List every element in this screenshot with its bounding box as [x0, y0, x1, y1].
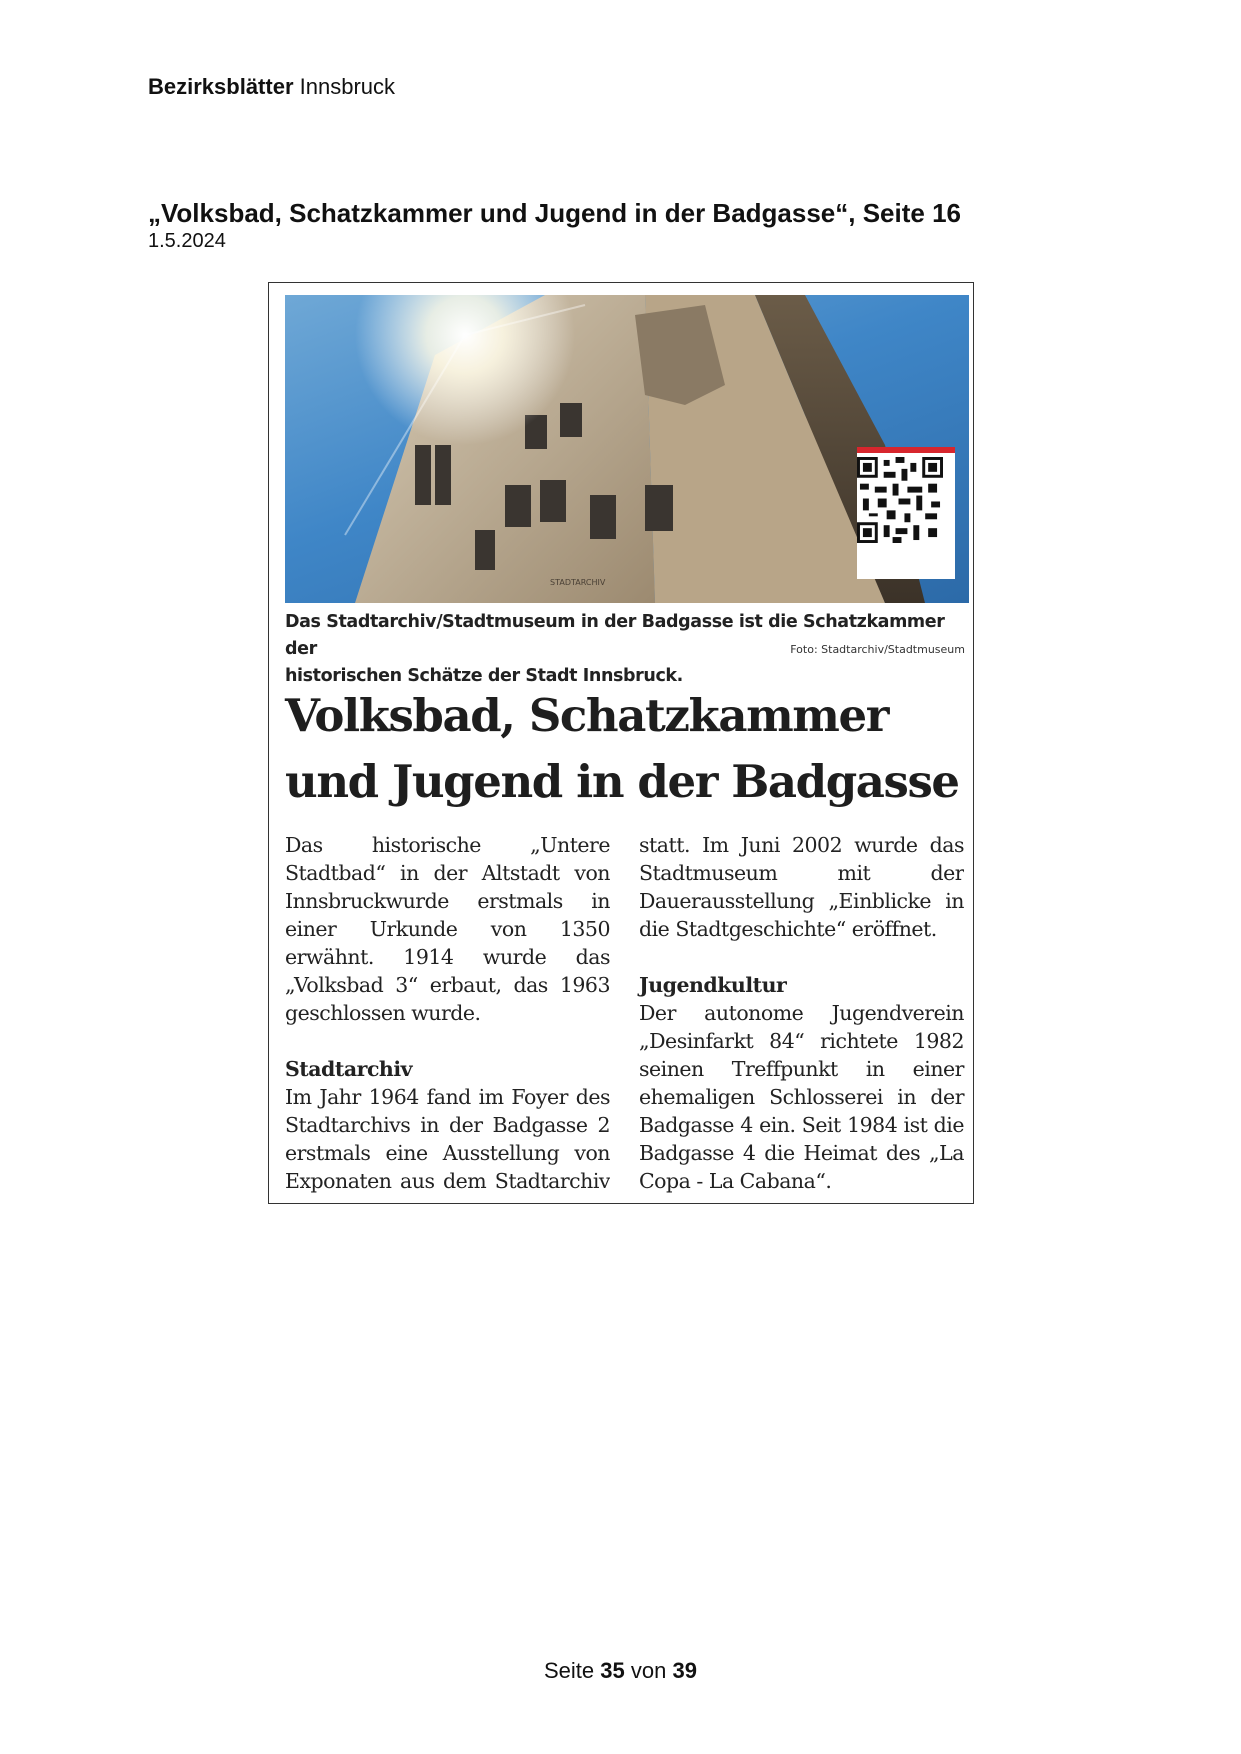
publication-region: Innsbruck: [299, 74, 396, 99]
article-intro: Das historische „Untere Stadtbad“ in der Altstadt von Innsbruckwurde erstmals in einer Urkunde von 1350 erwähnt. 1914 wurde das „Volksbad 3“ erbaut, das 1963 geschlossen wurde.: [285, 833, 610, 1025]
publication-header: [148, 74, 395, 100]
footer-middle: von: [630, 1658, 667, 1683]
qr-info-box: [857, 447, 955, 579]
building-photo: [285, 295, 969, 603]
photo-building-label: STADTARCHIV: [550, 578, 606, 587]
section-heading-jugendkultur: Jugendkultur: [639, 973, 787, 997]
section-heading-stadtarchiv: Stadtarchiv: [285, 1057, 413, 1081]
page-footer: [0, 1658, 1241, 1684]
qr-code-icon[interactable]: [857, 457, 943, 543]
publication-name: Bezirksblätter: [148, 74, 294, 99]
footer-total-pages: 39: [672, 1658, 697, 1683]
document-title: „Volksbad, Schatzkammer und Jugend in der Badgasse“, Seite 16: [148, 198, 961, 228]
footer-prefix: Seite: [544, 1658, 595, 1683]
article-column-left: [285, 831, 610, 1195]
article-column-right: [639, 831, 964, 1195]
section-text-stadtarchiv-continued: statt. Im Juni 2002 wurde das Stadtmuseum mit der Dauerausstellung „Einblicke in die Stadtgeschichte“ eröffnet.: [639, 833, 964, 941]
section-text-jugendkultur: Der autonome Jugendverein „Desinfarkt 84“ richtete 1982 seinen Treffpunkt in einer ehemaligen Schlosserei in der Badgasse 4 ein. Seit 1984 ist die Badgasse 4 die Heimat des „La Copa - La Cabana“.: [639, 1001, 964, 1193]
photo-credit: Foto: Stadtarchiv/Stadtmuseum: [790, 643, 965, 656]
section-text-stadtarchiv: Im Jahr 1964 fand im Foyer des Stadtarchivs in der Badgasse 2 erstmals eine Ausstellung von Exponaten aus dem Stadtarchiv: [285, 1085, 610, 1193]
article-headline: [285, 683, 975, 815]
headline-line: Volksbad, Schatzkammer: [285, 689, 889, 742]
caption-line: historischen Schätze der Stadt Innsbruck.: [285, 666, 683, 686]
newspaper-clipping: [268, 282, 974, 1204]
document-date: 1.5.2024: [148, 230, 226, 252]
headline-line: und Jugend in der Badgasse: [285, 755, 959, 808]
footer-page-number: 35: [600, 1658, 625, 1683]
caption-line: Das Stadtarchiv/Stadtmuseum in der Badgasse ist die Schatzkammer der: [285, 612, 945, 659]
